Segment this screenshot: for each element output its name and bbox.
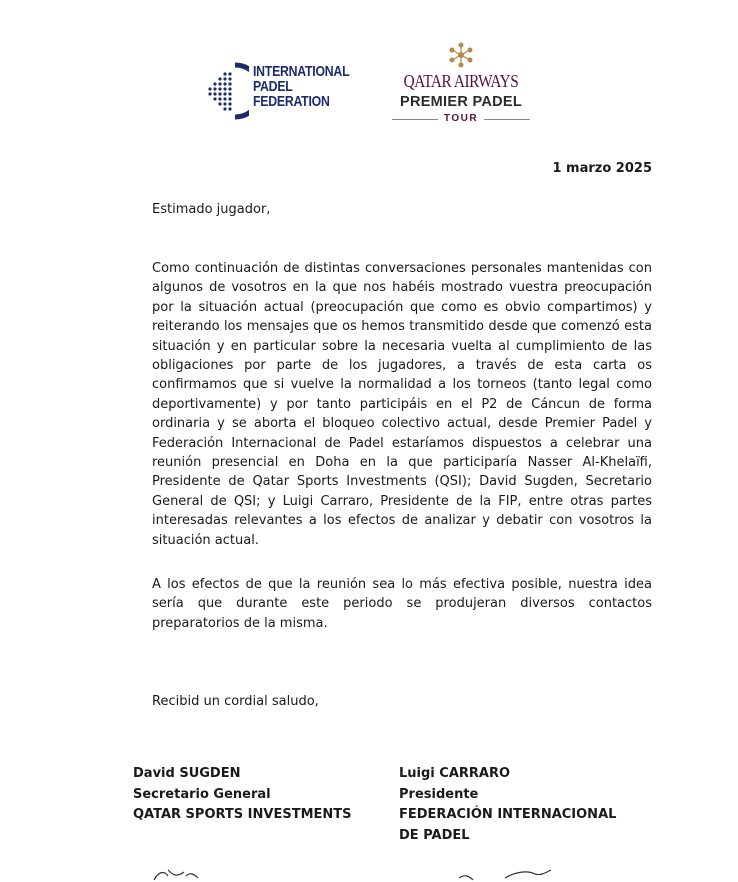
ipf-logo-line: PADEL <box>253 78 293 95</box>
signatory-organization: QATAR SPORTS INVESTMENTS <box>133 807 352 822</box>
signatory-organization: FEDERACIÓN INTERNACIONAL <box>399 807 617 822</box>
signature-scribble <box>150 866 210 882</box>
premier-padel-wordmark: PREMIER PADEL <box>399 94 523 110</box>
qatar-airways-wordmark: QATAR AIRWAYS <box>403 71 519 91</box>
divider <box>484 119 530 120</box>
body-paragraph: A los efectos de que la reunión sea lo más efectiva posible, nuestra idea sería que durante este periodo se produjeran diversos contactos preparatorios de la misma. <box>152 577 652 631</box>
signature-scribble <box>455 866 555 882</box>
signatory-block <box>399 764 616 846</box>
tour-label: TOUR <box>443 113 479 124</box>
letter-date: 1 marzo 2025 <box>552 161 652 176</box>
signatory-role: Secretario General <box>133 786 271 802</box>
signatory-name: Luigi CARRARO <box>399 766 511 781</box>
ipf-ball-icon <box>205 62 249 120</box>
oryx-emblem-icon <box>390 40 532 70</box>
body-paragraph: Como continuación de distintas conversaciones personales mantenidas con algunos de vosotros en la que nos habéis mostrado vuestra preocupación por la situación actual (preocupación que como es obvio compartimos) y reiterando los mensajes que os hemos transmitido desde que comenzó esta situación y en particular sobre la necesaria vuelta al cumplimiento de las obligaciones por parte de los jugadores, a través de esta carta os confirmamos que si vuelve la normalidad a los torneos (tanto legal como deportivamente) y por tanto participáis en el P2 de Cáncun de forma ordinaria y se aborta el bloqueo colectivo actual, desde Premier Padel y Federación Internacional de Padel estaríamos dispuestos a celebrar una reunión presencial en Doha en la que participaría Nasser Al-Khelaïfi, Presidente de Qatar Sports Investments (QSI); David Sugden, Secretario General de QSI; y Luigi Carraro, Presidente de la FIP, entre otras partes interesadas relevantes a los efectos de analizar y debatir con vosotros la situación actual. <box>152 261 652 548</box>
signatory-organization: DE PADEL <box>399 827 470 843</box>
signatory-block <box>133 764 352 826</box>
letterhead <box>0 40 738 130</box>
greeting: Estimado jugador, <box>152 202 271 217</box>
ipf-logo-line: INTERNATIONAL <box>253 63 350 80</box>
ipf-logo-line: FEDERATION <box>253 93 330 110</box>
signatory-name: David SUGDEN <box>133 766 241 781</box>
signatory-role: Presidente <box>399 786 479 802</box>
closing: Recibid un cordial saludo, <box>152 694 319 709</box>
tour-wordmark <box>390 112 532 126</box>
premier-padel-logo <box>390 40 532 130</box>
ipf-logo <box>205 62 355 120</box>
ipf-logo-text <box>253 64 349 109</box>
